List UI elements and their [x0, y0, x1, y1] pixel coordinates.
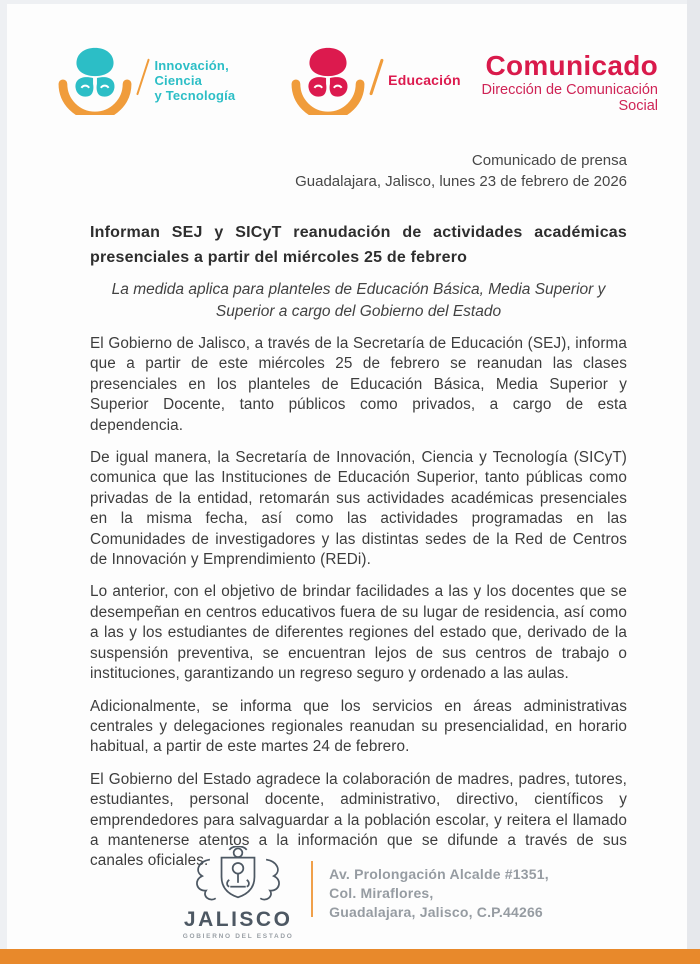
jalisco-crest-icon	[173, 846, 303, 908]
sicyt-flower-icon	[52, 45, 138, 115]
crest-subtitle: GOBIERNO DEL ESTADO	[182, 933, 294, 940]
page-edge-right	[687, 0, 700, 964]
document-subtitle: La medida aplica para planteles de Educación Básica, Media Superior y Superior a cargo del Gobierno del Estado	[111, 281, 606, 320]
header	[52, 45, 658, 115]
footer-orange-bar	[0, 949, 700, 964]
meta-block	[90, 151, 627, 192]
crest-name: JALISCO	[183, 908, 293, 931]
address-line: Guadalajara, Jalisco, C.P.44266	[329, 903, 543, 920]
comunicado-header	[461, 45, 658, 114]
educacion-brand	[285, 45, 461, 115]
meta-date-line: Guadalajara, Jalisco, lunes 23 de febrero de 2026	[295, 172, 627, 190]
paragraph: De igual manera, la Secretaría de Innovación, Ciencia y Tecnología (SICyT) comunica que las Instituciones de Educación Superior, tanto públicas como privadas de la entidad, retomarán sus actividades académicas presenciales en la misma fecha, así como las actividades programadas en las Comunidades de investigadores y las distintas sedes de la Red de Centros de Innovación y Emprendimiento (REDi).	[90, 449, 627, 569]
sicyt-brand	[52, 45, 257, 115]
body-text	[90, 334, 627, 872]
page-edge-left	[0, 0, 7, 964]
sicyt-label-line2: y Tecnología	[154, 87, 236, 103]
jalisco-crest-block	[173, 846, 303, 940]
comunicado-title: Comunicado	[485, 50, 658, 81]
meta-type-line: Comunicado de prensa	[471, 152, 627, 169]
paragraph: El Gobierno del Estado agradece la colaboración de madres, padres, tutores, estudiantes, personal docente, administrativo, directivo, científicos y emprendedores para salvaguardar a la población escolar, y reitera el llamado a mantenerse atentos a la información que se difunde a través de sus canales oficiales.	[90, 770, 627, 870]
sicyt-label-line1: Innovación, Ciencia	[154, 57, 229, 88]
press-release-page	[7, 4, 687, 964]
address-line: Col. Miraflores,	[329, 884, 434, 901]
slash-divider-icon	[369, 58, 384, 95]
footer	[21, 846, 687, 940]
sicyt-label	[154, 58, 257, 103]
educacion-flower-icon	[285, 45, 371, 115]
address-line: Av. Prolongación Alcalde #1351,	[329, 865, 549, 882]
footer-address	[329, 865, 549, 922]
footer-divider	[311, 861, 313, 917]
slash-divider-icon	[136, 59, 150, 96]
comunicado-subtitle: Dirección de Comunicación Social	[481, 82, 658, 114]
paragraph: Adicionalmente, se informa que los servicios en áreas administrativas centrales y delegaciones regionales reanudan su presencialidad, en horario habitual, a partir de este martes 24 de febrero.	[90, 697, 627, 756]
paragraph: Lo anterior, con el objetivo de brindar facilidades a las y los docentes que se desempeñan en centros educativos fuera de su lugar de residencia, así como a las y los estudiantes de diferentes regiones del estado que, derivado de la suspensión preventiva, se encuentran lejos de sus centros de trabajo o instituciones, garantizando un regreso seguro y ordenado a las aulas.	[90, 583, 627, 683]
page-edge-top	[0, 0, 700, 4]
document-title: Informan SEJ y SICyT reanudación de actividades académicas presenciales a partir del miércoles 25 de febrero	[90, 224, 627, 266]
educacion-label: Educación	[388, 71, 461, 88]
paragraph: El Gobierno de Jalisco, a través de la Secretaría de Educación (SEJ), informa que a partir de este miércoles 25 de febrero se reanudan las clases presenciales en los planteles de Educación Básica, Media Superior y Superior Docente, tanto públicos como privados, a cargo de esta dependencia.	[90, 335, 627, 434]
